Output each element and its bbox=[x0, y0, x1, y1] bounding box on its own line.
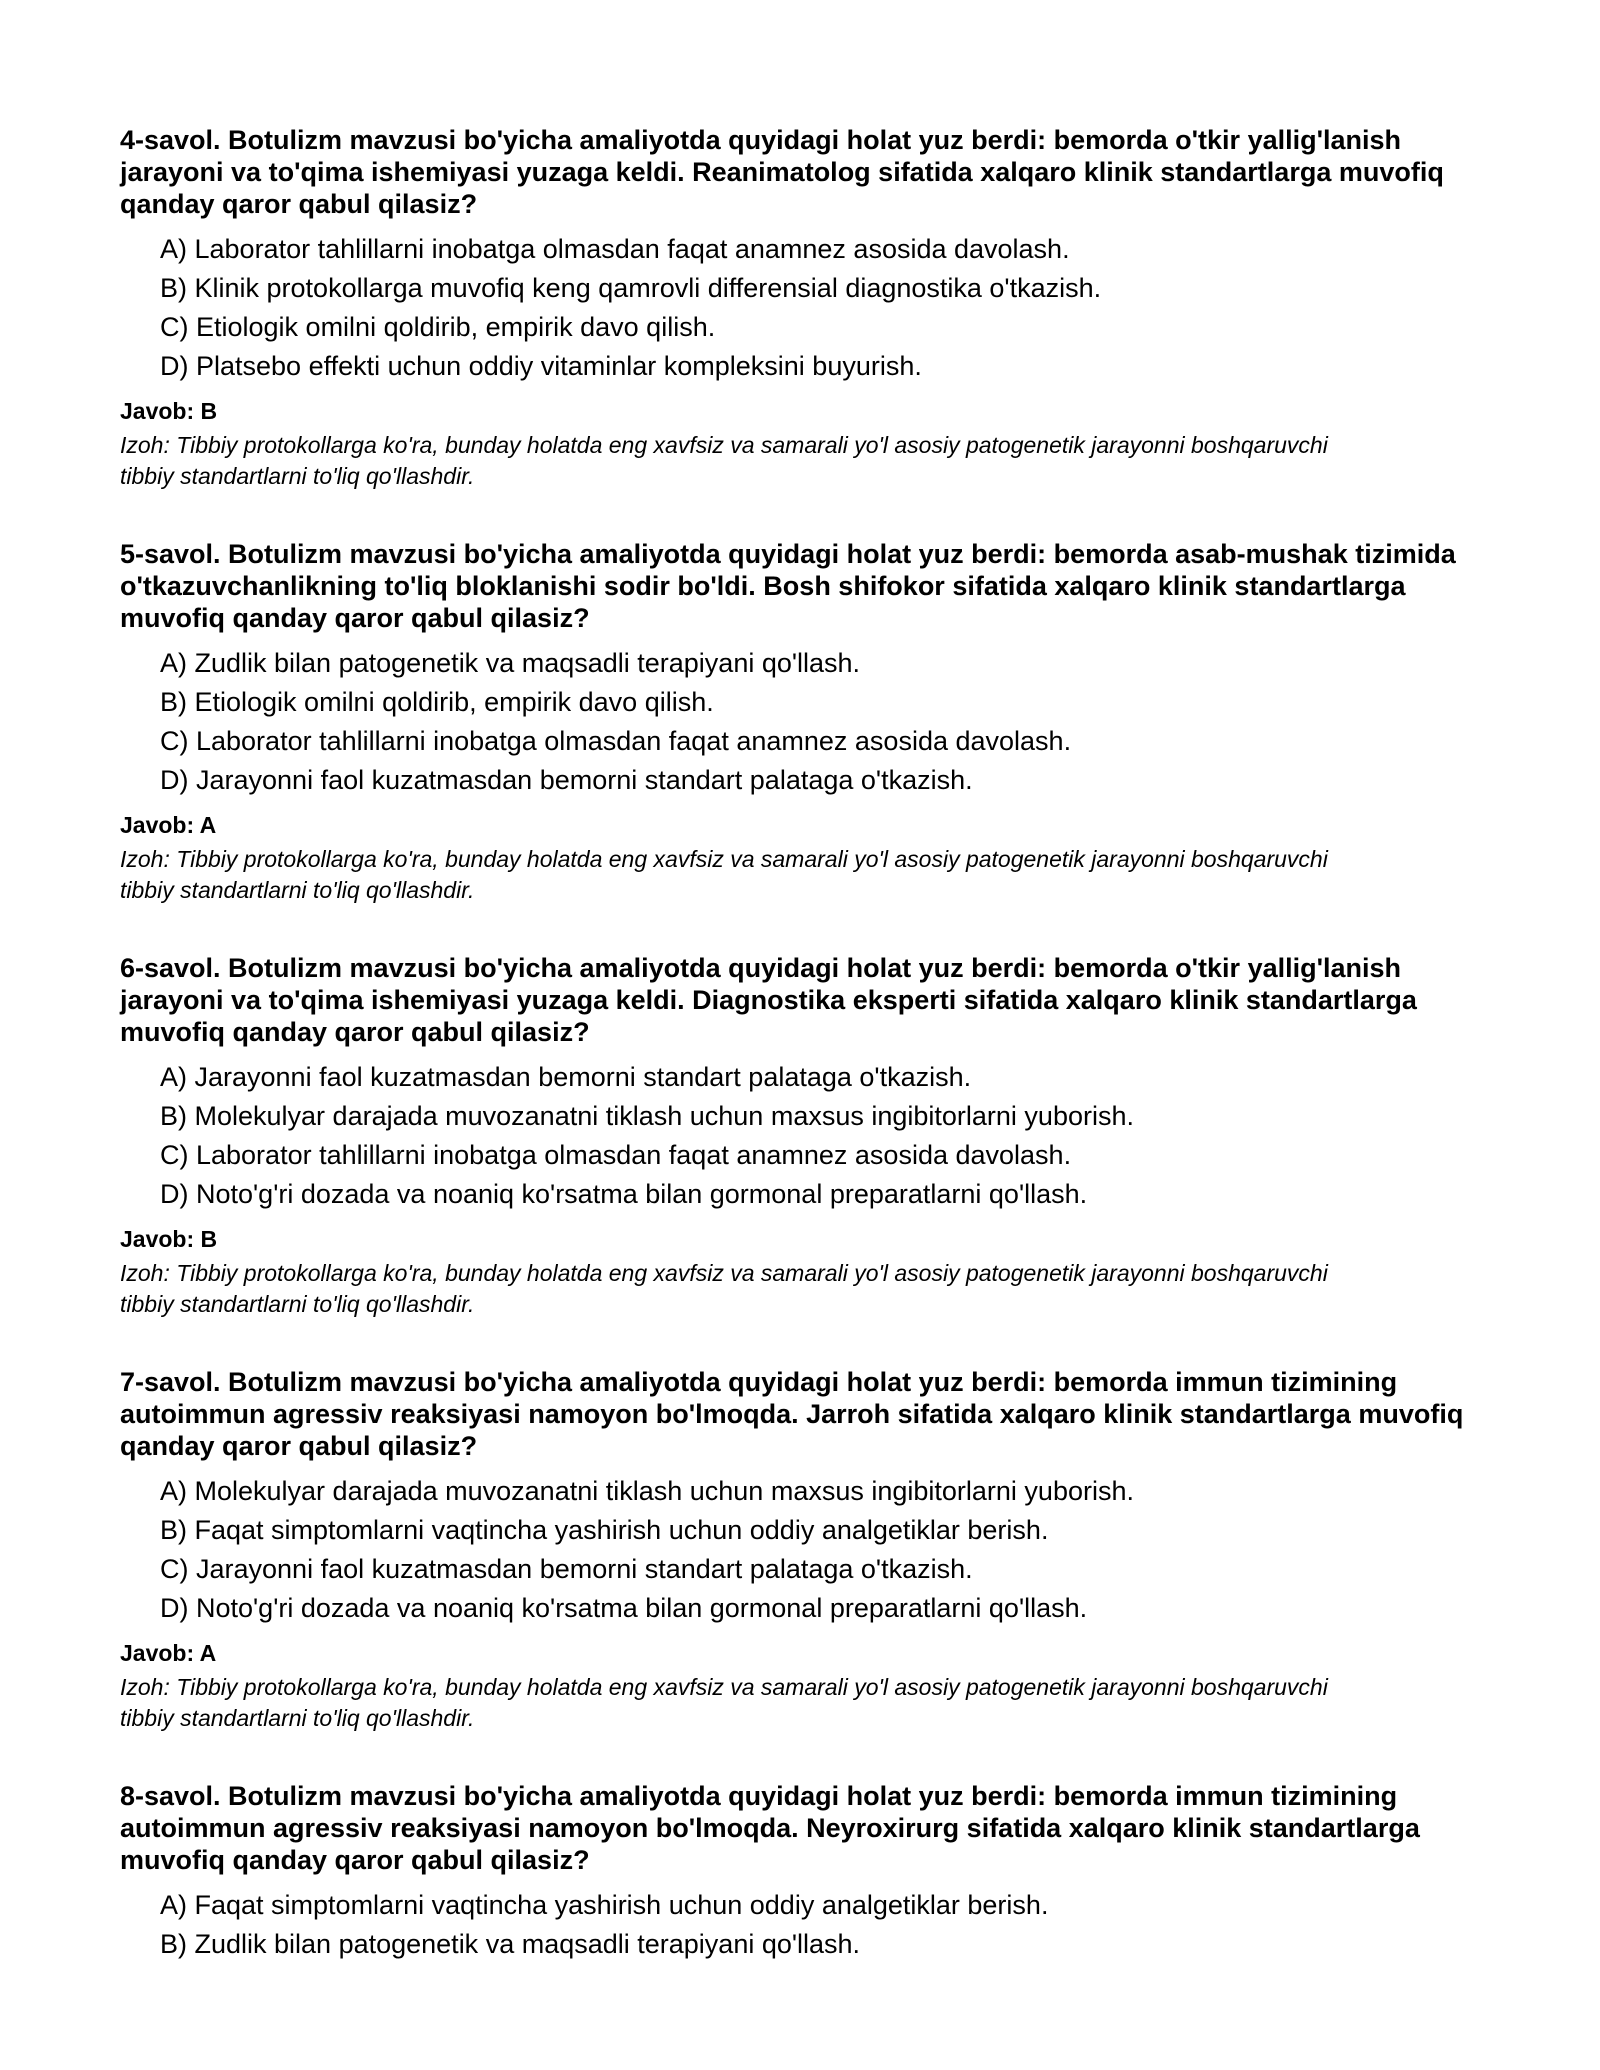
option-c: C) Laborator tahlillarni inobatga olmasdan faqat anamnez asosida davolash. bbox=[160, 1140, 1072, 1170]
option-a: A) Faqat simptomlarni vaqtincha yashirish uchun oddiy analgetiklar berish. bbox=[160, 1890, 1049, 1920]
question-5 bbox=[120, 538, 1500, 906]
question-6 bbox=[120, 952, 1500, 1320]
answer-label: Javob: B bbox=[120, 1226, 218, 1252]
answer-label: Javob: A bbox=[120, 812, 217, 838]
options-list bbox=[120, 230, 1500, 386]
option-b: B) Molekulyar darajada muvozanatni tiklash uchun maxsus ingibitorlarni yuborish. bbox=[160, 1101, 1134, 1131]
option-a: A) Zudlik bilan patogenetik va maqsadli terapiyani qo'llash. bbox=[160, 648, 861, 678]
explanation-text: Izoh: Tibbiy protokollarga ko'ra, bunday holatda eng xavfsiz va samarali yo'l asosiy patogenetik jarayonni boshqaruvchi tibbiy standartlarni to'liq qo'llashdir. bbox=[120, 846, 1328, 903]
option-b: B) Faqat simptomlarni vaqtincha yashirish uchun oddiy analgetiklar berish. bbox=[160, 1515, 1049, 1545]
option-a: A) Molekulyar darajada muvozanatni tiklash uchun maxsus ingibitorlarni yuborish. bbox=[160, 1476, 1134, 1506]
question-8 bbox=[120, 1780, 1500, 1964]
answer-label: Javob: B bbox=[120, 398, 218, 424]
option-b: B) Etiologik omilni qoldirib, empirik davo qilish. bbox=[160, 687, 714, 717]
explanation-text: Izoh: Tibbiy protokollarga ko'ra, bunday holatda eng xavfsiz va samarali yo'l asosiy patogenetik jarayonni boshqaruvchi tibbiy standartlarni to'liq qo'llashdir. bbox=[120, 1260, 1328, 1317]
option-d: D) Noto'g'ri dozada va noaniq ko'rsatma bilan gormonal preparatlarni qo'llash. bbox=[160, 1179, 1088, 1209]
option-a: A) Jarayonni faol kuzatmasdan bemorni standart palataga o'tkazish. bbox=[160, 1062, 972, 1092]
question-title: 6-savol. Botulizm mavzusi bo'yicha amaliyotda quyidagi holat yuz berdi: bemorda o'tkir yallig'lanish jarayoni va to'qima ishemiyasi yuzaga keldi. Diagnostika eksperti sifatida xalqaro klinik standartlarga muvofiq qanday qaror qabul qilasiz? bbox=[120, 953, 1417, 1047]
option-b: B) Klinik protokollarga muvofiq keng qamrovli differensial diagnostika o'tkazish. bbox=[160, 273, 1102, 303]
option-d: D) Platsebo effekti uchun oddiy vitaminlar kompleksini buyurish. bbox=[160, 351, 922, 381]
option-d: D) Noto'g'ri dozada va noaniq ko'rsatma bilan gormonal preparatlarni qo'llash. bbox=[160, 1593, 1088, 1623]
option-c: C) Etiologik omilni qoldirib, empirik davo qilish. bbox=[160, 312, 716, 342]
option-a: A) Laborator tahlillarni inobatga olmasdan faqat anamnez asosida davolash. bbox=[160, 234, 1070, 264]
question-title: 7-savol. Botulizm mavzusi bo'yicha amaliyotda quyidagi holat yuz berdi: bemorda immun tizimining autoimmun agressiv reaksiyasi namoyon bo'lmoqda. Jarroh sifatida xalqaro klinik standartlarga muvofiq qanday qaror qabul qilasiz? bbox=[120, 1367, 1464, 1461]
question-title: 4-savol. Botulizm mavzusi bo'yicha amaliyotda quyidagi holat yuz berdi: bemorda o'tkir yallig'lanish jarayoni va to'qima ishemiyasi yuzaga keldi. Reanimatolog sifatida xalqaro klinik standartlarga muvofiq qanday qaror qabul qilasiz? bbox=[120, 125, 1444, 219]
question-title: 5-savol. Botulizm mavzusi bo'yicha amaliyotda quyidagi holat yuz berdi: bemorda asab-mushak tizimida o'tkazuvchanlikning to'liq bloklanishi sodir bo'ldi. Bosh shifokor sifatida xalqaro klinik standartlarga muvofiq qanday qaror qabul qilasiz? bbox=[120, 539, 1456, 633]
question-4 bbox=[120, 124, 1500, 492]
question-7 bbox=[120, 1366, 1500, 1734]
options-list bbox=[120, 1886, 1500, 1964]
option-c: C) Laborator tahlillarni inobatga olmasdan faqat anamnez asosida davolash. bbox=[160, 726, 1072, 756]
options-list bbox=[120, 644, 1500, 800]
question-title: 8-savol. Botulizm mavzusi bo'yicha amaliyotda quyidagi holat yuz berdi: bemorda immun tizimining autoimmun agressiv reaksiyasi namoyon bo'lmoqda. Neyroxirurg sifatida xalqaro klinik standartlarga muvofiq qanday qaror qabul qilasiz? bbox=[120, 1781, 1420, 1875]
option-d: D) Jarayonni faol kuzatmasdan bemorni standart palataga o'tkazish. bbox=[160, 765, 973, 795]
explanation-text: Izoh: Tibbiy protokollarga ko'ra, bunday holatda eng xavfsiz va samarali yo'l asosiy patogenetik jarayonni boshqaruvchi tibbiy standartlarni to'liq qo'llashdir. bbox=[120, 432, 1328, 489]
answer-label: Javob: A bbox=[120, 1640, 217, 1666]
option-b: B) Zudlik bilan patogenetik va maqsadli terapiyani qo'llash. bbox=[160, 1929, 861, 1959]
options-list bbox=[120, 1058, 1500, 1214]
options-list bbox=[120, 1472, 1500, 1628]
explanation-text: Izoh: Tibbiy protokollarga ko'ra, bunday holatda eng xavfsiz va samarali yo'l asosiy patogenetik jarayonni boshqaruvchi tibbiy standartlarni to'liq qo'llashdir. bbox=[120, 1674, 1328, 1731]
option-c: C) Jarayonni faol kuzatmasdan bemorni standart palataga o'tkazish. bbox=[160, 1554, 973, 1584]
